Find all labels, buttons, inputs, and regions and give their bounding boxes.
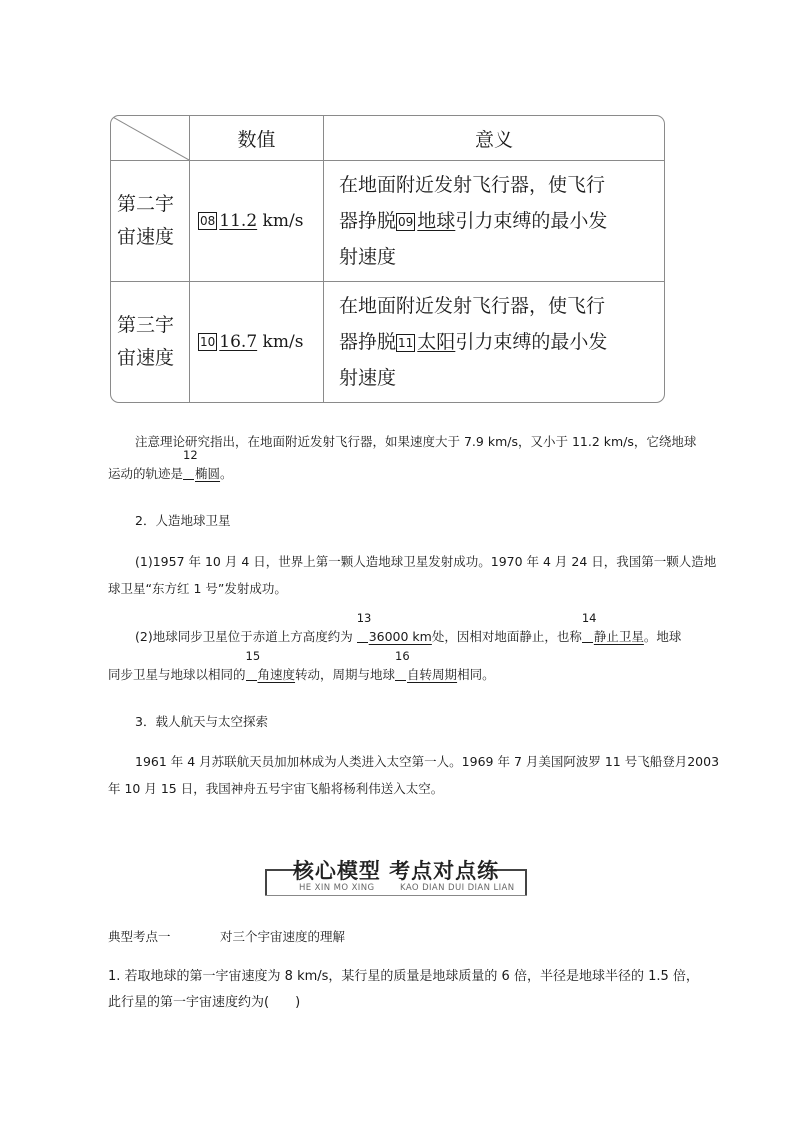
answer-marker: 09 — [398, 215, 414, 229]
answer-number: 14 — [581, 611, 597, 625]
meaning-line3: 射速度 — [339, 367, 397, 389]
blank-bar — [183, 469, 194, 480]
row-meaning-cell — [324, 282, 665, 402]
row-name-line1: 第二宇 — [117, 193, 175, 215]
row-meaning-cell — [324, 161, 665, 282]
diagonal-line — [111, 116, 189, 160]
meaning-line3: 射速度 — [339, 246, 397, 268]
answer-number: 12 — [183, 448, 198, 462]
para-text: (2)地球同步卫星位于赤道上方高度约为 — [135, 629, 357, 644]
section2-heading: 2．人造地球卫星 — [135, 513, 231, 528]
banner-sub-left: HE XIN MO XING — [299, 883, 375, 893]
meaning-text: 引力束缚的最小发 — [455, 210, 608, 232]
section2-p2-line1 — [135, 611, 682, 648]
topic-label: 典型考点一 — [108, 929, 171, 944]
para-text: 处，因相对地面静止，也称 — [431, 629, 582, 644]
row-name-line2: 宙速度 — [117, 347, 175, 369]
table-row — [111, 282, 664, 402]
meaning-line1: 在地面附近发射飞行器，使飞行 — [339, 295, 606, 317]
blank-bar — [357, 632, 368, 643]
value-unit: km/s — [262, 332, 304, 352]
cosmic-velocity-table — [110, 115, 665, 403]
answer-marker: 10 — [200, 335, 216, 349]
topic-title: 对三个宇宙速度的理解 — [220, 929, 346, 944]
note-line1: 注意理论研究指出，在地面附近发射飞行器，如果速度大于 7.9 km/s，又小于 11.2 km/s，它绕地球 — [135, 434, 697, 449]
row-name-cell — [111, 282, 190, 402]
section2-p1-line1: (1)1957 年 10 月 4 日，世界上第一颗人造地球卫星发射成功。1970 年 4 月 24 日，我国第一颗人造地 — [135, 554, 717, 569]
diagonal-header-cell — [111, 116, 190, 161]
answer-blank — [581, 611, 644, 648]
para-text: 。地球 — [643, 629, 682, 644]
header-value: 数值 — [190, 116, 324, 161]
answer-text: 静止卫星 — [593, 629, 644, 644]
section2-p1-line2: 球卫星“东方红 1 号”发射成功。 — [108, 581, 287, 596]
header-meaning: 意义 — [324, 116, 665, 161]
para-text: 相同。 — [457, 667, 495, 682]
para-text: 同步卫星与地球以相同的 — [108, 667, 246, 682]
section3-line2: 年 10 月 15 日，我国神舟五号宇宙飞船将杨利伟送入太空。 — [108, 781, 444, 796]
answer-number: 15 — [245, 649, 261, 663]
answer-text: 椭圆 — [195, 466, 221, 481]
blank-bar — [582, 632, 593, 643]
row-name-line1: 第三宇 — [117, 314, 175, 336]
section3-line1: 1961 年 4 月苏联航天员加加林成为人类进入太空第一人。1969 年 7 月美国阿波罗 11 号飞船登月2003 — [135, 754, 720, 769]
note-line2 — [108, 448, 233, 485]
section-banner — [265, 855, 527, 903]
meaning-text: 引力束缚的最小发 — [455, 331, 608, 353]
meaning-answer: 太阳 — [417, 331, 456, 353]
answer-text: 角速度 — [257, 667, 296, 682]
answer-blank — [395, 649, 458, 686]
value-answer: 16.7 — [219, 332, 258, 352]
row-name-cell — [111, 161, 190, 282]
section2-p2-line2 — [108, 649, 495, 686]
question1-line2: 此行星的第一宇宙速度约为( ) — [108, 995, 301, 1010]
row-value-cell — [190, 282, 324, 402]
blank-bar — [395, 670, 406, 681]
answer-number: 16 — [395, 649, 410, 663]
banner-bottom-rule — [265, 895, 527, 896]
table-row — [111, 161, 664, 282]
blank-bar — [246, 670, 257, 681]
banner-title: 核心模型 考点对点练 — [292, 858, 500, 883]
meaning-text: 器挣脱 — [339, 331, 397, 353]
answer-blank — [183, 448, 221, 485]
value-unit: km/s — [262, 211, 304, 231]
answer-marker: 08 — [200, 214, 216, 228]
para-text: 转动，周期与地球 — [295, 667, 396, 682]
section3-heading: 3．载人航天与太空探索 — [135, 714, 268, 729]
note-text: 。 — [220, 466, 233, 481]
meaning-line2 — [339, 324, 656, 360]
question1-line1: 1. 若取地球的第一宇宙速度为 8 km/s，某行星的质量是地球质量的 6 倍，半径是地球半径的 1.5 倍， — [108, 969, 699, 984]
answer-marker: 11 — [398, 336, 414, 350]
meaning-line1: 在地面附近发射飞行器，使飞行 — [339, 174, 606, 196]
answer-blank — [245, 649, 296, 686]
meaning-text: 器挣脱 — [339, 210, 397, 232]
answer-text: 36000 km — [368, 629, 432, 644]
banner-sub-right: KAO DIAN DUI DIAN LIAN — [400, 883, 515, 893]
answer-text: 自转周期 — [407, 667, 458, 682]
answer-number: 13 — [356, 611, 372, 625]
row-value-cell — [190, 161, 324, 282]
value-answer: 11.2 — [219, 211, 258, 231]
answer-blank — [356, 611, 432, 648]
table-header-row — [111, 116, 664, 161]
row-name-line2: 宙速度 — [117, 226, 175, 248]
meaning-line2 — [339, 203, 656, 239]
table-grid — [111, 116, 664, 402]
note-text: 运动的轨迹是 — [108, 466, 184, 481]
meaning-answer: 地球 — [417, 210, 456, 232]
